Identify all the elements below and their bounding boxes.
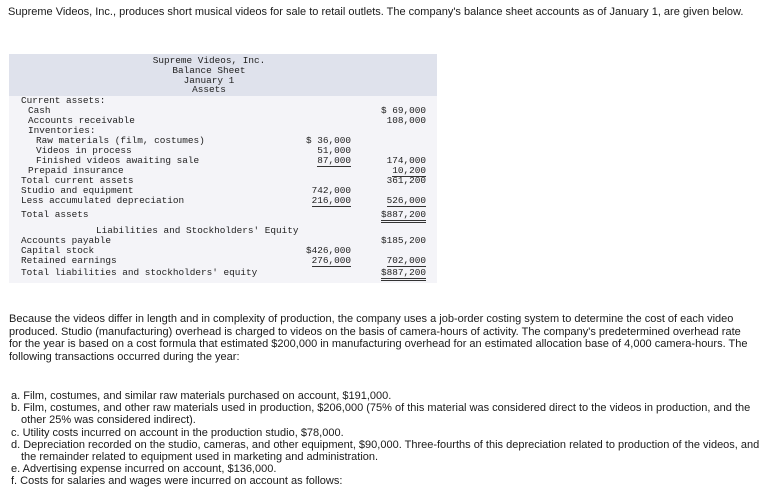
row-subamount: 742,000 bbox=[311, 185, 351, 196]
transaction-item: b. Film, costumes, and other raw materials used in production, $206,000 (75% of this material was considered direct to the videos in production, and the other 25% was considered indirect). bbox=[11, 402, 751, 427]
row-subamount: 276,000 bbox=[311, 255, 351, 266]
row-amount: $887,200 bbox=[381, 268, 426, 281]
statement-title: Balance Sheet bbox=[172, 65, 246, 76]
transaction-item: e. Advertising expense incurred on account, $136,000. bbox=[11, 463, 277, 476]
row-label: Studio and equipment bbox=[21, 185, 134, 196]
row-label: Capital stock bbox=[21, 245, 95, 256]
row-label: Videos in process bbox=[36, 145, 132, 156]
transaction-item: a. Film, costumes, and similar raw materials purchased on account, $191,000. bbox=[11, 390, 392, 402]
section-heading: Liabilities and Stockholders' Equity bbox=[96, 225, 299, 236]
row-label: Total assets bbox=[21, 209, 89, 220]
row-label: Accounts receivable bbox=[28, 115, 135, 126]
row-amount: $185,200 bbox=[380, 235, 426, 246]
row-subamount: $426,000 bbox=[305, 245, 351, 256]
row-label: Total current assets bbox=[21, 175, 134, 186]
row-label: Inventories: bbox=[28, 125, 96, 136]
costing-paragraph: Because the videos differ in length and in complexity of production, the company uses a job-order costing system to determine the cost of each video produced. Studio (manufacturing) overhead is charged to videos on the basis of camera-hours of activity. The company's predetermined overhead rate for the year is based on a cost formula that estimated $200,000 in manufacturing overhead for an estimated allocation base of 4,000 camera-hours. The following transactions occurred during the year: bbox=[9, 313, 748, 363]
row-label: Cash bbox=[28, 105, 51, 116]
row-amount: 174,000 bbox=[386, 155, 426, 166]
row-amount: $887,200 bbox=[381, 210, 426, 223]
row-label: Finished videos awaiting sale bbox=[36, 155, 200, 166]
company-name: Supreme Videos, Inc. bbox=[152, 55, 266, 66]
row-label: Prepaid insurance bbox=[28, 165, 124, 176]
transaction-item: f. Costs for salaries and wages were incurred on account as follows: bbox=[11, 475, 343, 488]
row-subamount: 216,000 bbox=[311, 195, 351, 206]
row-subamount: $ 36,000 bbox=[305, 135, 351, 146]
balance-sheet-row bbox=[9, 268, 437, 278]
row-amount: $ 69,000 bbox=[380, 105, 426, 116]
transaction-item: d. Depreciation recorded on the studio, cameras, and other equipment, $90,000. Three-fourths of this depreciation related to production of the videos, and the remainder related to equipment used in marketing and administration. bbox=[11, 438, 760, 464]
row-label: Accounts payable bbox=[21, 235, 112, 246]
transaction-list bbox=[11, 390, 761, 488]
row-amount: 526,000 bbox=[386, 195, 426, 206]
statement-date: January 1 bbox=[183, 75, 235, 86]
intro-paragraph: Supreme Videos, Inc., produces short musical videos for sale to retail outlets. The company's balance sheet accounts as of January 1, are given below. bbox=[8, 6, 744, 18]
balance-sheet-row bbox=[9, 256, 437, 266]
transaction-item: c. Utility costs incurred on account in the production studio, $78,000. bbox=[11, 426, 344, 439]
row-amount: 10,200 bbox=[392, 165, 426, 176]
row-amount: 108,000 bbox=[386, 115, 426, 126]
row-label: Retained earnings bbox=[21, 255, 117, 266]
balance-sheet-header bbox=[9, 54, 437, 96]
balance-sheet-row bbox=[9, 96, 437, 106]
row-subamount: 51,000 bbox=[317, 145, 351, 156]
section-assets: Assets bbox=[192, 84, 226, 95]
row-label: Less accumulated depreciation bbox=[21, 195, 185, 206]
row-label: Current assets: bbox=[21, 95, 106, 106]
balance-sheet-row bbox=[9, 210, 437, 220]
row-label: Raw materials (film, costumes) bbox=[36, 135, 205, 146]
row-subamount: 87,000 bbox=[317, 155, 351, 166]
balance-sheet-row bbox=[9, 196, 437, 206]
balance-sheet bbox=[9, 54, 437, 283]
row-amount: 702,000 bbox=[386, 255, 426, 266]
row-amount: 361,200 bbox=[386, 175, 426, 186]
row-label: Total liabilities and stockholders' equity bbox=[21, 267, 258, 278]
